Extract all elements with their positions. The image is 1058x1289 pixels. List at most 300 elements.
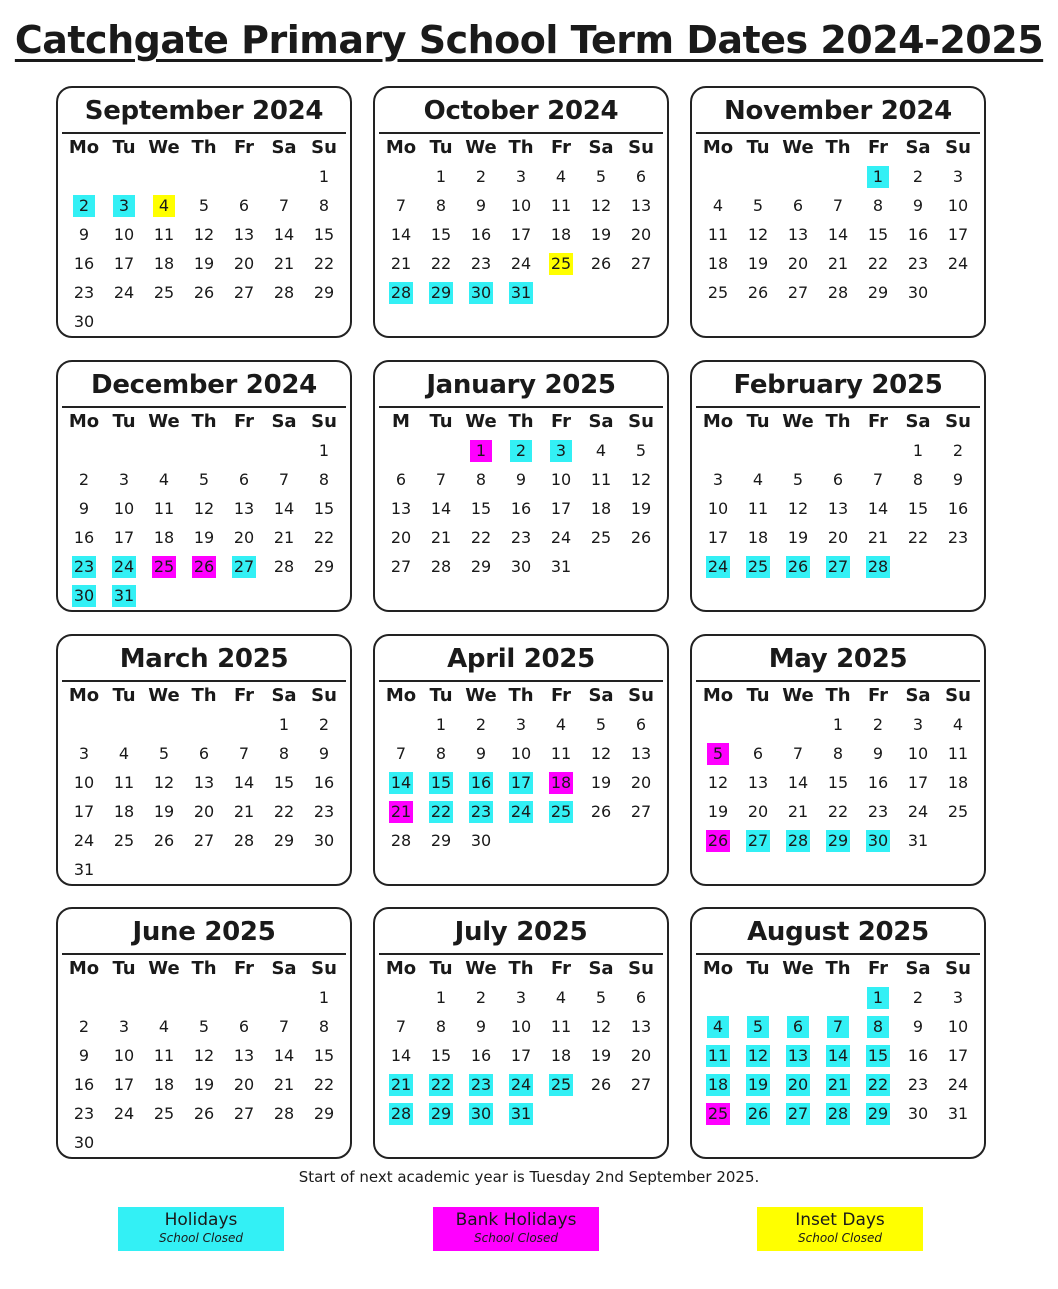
weekday-header xyxy=(375,682,667,710)
day-cell: 8 xyxy=(318,1017,330,1036)
weekday-label: Fr xyxy=(233,958,255,979)
day-cell: 25 xyxy=(153,1104,175,1123)
day-cell: 22 xyxy=(430,1075,452,1094)
day-cell: 9 xyxy=(952,470,964,489)
day-cell: 28 xyxy=(273,1104,295,1123)
day-cell: 11 xyxy=(747,499,769,518)
weekday-label: Sa xyxy=(588,958,614,979)
day-cell: 13 xyxy=(630,1017,652,1036)
day-cell: 2 xyxy=(78,1017,90,1036)
day-cell: 7 xyxy=(395,1017,407,1036)
day-cell: 25 xyxy=(747,557,769,576)
day-cell: 15 xyxy=(430,1046,452,1065)
weekday-label: Th xyxy=(191,411,217,432)
weekday-label: We xyxy=(148,685,180,706)
day-cell: 28 xyxy=(827,1104,849,1123)
month-name: June 2025 xyxy=(62,909,346,955)
weekday-label: Fr xyxy=(867,958,889,979)
empty-cell xyxy=(144,162,184,191)
weekday-label: Th xyxy=(191,685,217,706)
day-cell: 22 xyxy=(430,802,452,821)
day-cell: 11 xyxy=(113,773,135,792)
weekday-label: Sa xyxy=(905,411,931,432)
day-cell: 26 xyxy=(630,528,652,547)
weekday-label: Th xyxy=(191,137,217,158)
day-cell: 6 xyxy=(635,715,647,734)
day-cell: 12 xyxy=(630,470,652,489)
day-cell: 13 xyxy=(747,773,769,792)
day-cell: 6 xyxy=(792,196,804,215)
weekday-label: Fr xyxy=(867,137,889,158)
month-name: April 2025 xyxy=(379,636,663,682)
day-cell: 12 xyxy=(153,773,175,792)
month-name: October 2024 xyxy=(379,88,663,134)
legend-bank-holidays xyxy=(433,1207,599,1251)
day-cell: 5 xyxy=(738,1012,778,1041)
day-cell: 24 xyxy=(907,802,929,821)
day-cell: 3 xyxy=(952,988,964,1007)
day-cell: 15 xyxy=(470,499,492,518)
weekday-label: We xyxy=(465,137,497,158)
day-cell: 31 xyxy=(550,557,572,576)
day-cell: 12 xyxy=(193,1046,215,1065)
day-cell: 13 xyxy=(193,773,215,792)
day-cell: 6 xyxy=(198,744,210,763)
weekday-label: Fr xyxy=(550,958,572,979)
day-cell: 22 xyxy=(313,528,335,547)
day-cell: 7 xyxy=(395,196,407,215)
day-cell: 17 xyxy=(510,773,532,792)
day-cell: 29 xyxy=(867,283,889,302)
weekday-label: We xyxy=(465,685,497,706)
day-cell: 19 xyxy=(193,1075,215,1094)
day-cell: 15 xyxy=(430,225,452,244)
day-cell: 19 xyxy=(590,225,612,244)
day-cell: 31 xyxy=(113,586,135,605)
empty-cell xyxy=(184,162,224,191)
weekday-label: Fr xyxy=(233,411,255,432)
weekday-label: Tu xyxy=(746,411,770,432)
day-cell: 26 xyxy=(153,831,175,850)
day-cell: 3 xyxy=(515,715,527,734)
day-cell: 6 xyxy=(832,470,844,489)
empty-cell xyxy=(778,436,818,465)
day-cell: 30 xyxy=(867,831,889,850)
day-cell: 1 xyxy=(435,988,447,1007)
day-cell: 28 xyxy=(273,557,295,576)
day-cell: 25 xyxy=(550,1075,572,1094)
day-cell: 9 xyxy=(475,196,487,215)
empty-cell xyxy=(381,710,421,739)
day-cell: 27 xyxy=(233,557,255,576)
day-cells xyxy=(58,436,350,610)
month-july-2025 xyxy=(373,907,669,1159)
day-cell: 9 xyxy=(872,744,884,763)
day-cell: 18 xyxy=(590,499,612,518)
day-cell: 8 xyxy=(318,470,330,489)
day-cell: 21 xyxy=(827,254,849,273)
day-cell: 24 xyxy=(510,1075,532,1094)
weekday-label: Su xyxy=(945,958,971,979)
weekday-label: Su xyxy=(311,958,337,979)
day-cell: 13 xyxy=(233,225,255,244)
empty-cell xyxy=(778,710,818,739)
day-cell: 29 xyxy=(313,557,335,576)
day-cell: 7 xyxy=(238,744,250,763)
day-cell: 15 xyxy=(907,499,929,518)
day-cell: 27 xyxy=(630,1075,652,1094)
weekday-label: We xyxy=(782,958,814,979)
day-cell: 2 xyxy=(501,436,541,465)
day-cell: 18 xyxy=(707,254,729,273)
day-cell: 21 xyxy=(273,254,295,273)
empty-cell xyxy=(738,710,778,739)
day-cell: 8 xyxy=(435,196,447,215)
day-cell: 19 xyxy=(590,1046,612,1065)
day-cell: 25 xyxy=(113,831,135,850)
weekday-label: Fr xyxy=(867,411,889,432)
day-cell: 29 xyxy=(313,283,335,302)
empty-cell xyxy=(738,983,778,1012)
empty-cell xyxy=(381,983,421,1012)
day-cell: 7 xyxy=(818,1012,858,1041)
empty-cell xyxy=(224,710,264,739)
day-cell: 1 xyxy=(858,983,898,1012)
month-name: December 2024 xyxy=(62,362,346,408)
day-cells xyxy=(375,710,667,855)
day-cell: 8 xyxy=(435,744,447,763)
day-cell: 26 xyxy=(193,283,215,302)
weekday-header xyxy=(375,134,667,162)
day-cell: 23 xyxy=(313,802,335,821)
day-cell: 26 xyxy=(707,831,729,850)
day-cell: 25 xyxy=(707,1104,729,1123)
day-cell: 3 xyxy=(78,744,90,763)
day-cell: 4 xyxy=(712,196,724,215)
day-cell: 30 xyxy=(907,1104,929,1123)
day-cell: 30 xyxy=(510,557,532,576)
day-cell: 3 xyxy=(912,715,924,734)
day-cells xyxy=(58,983,350,1157)
day-cells xyxy=(692,436,984,581)
day-cell: 15 xyxy=(313,499,335,518)
day-cell: 17 xyxy=(947,225,969,244)
day-cell: 13 xyxy=(233,499,255,518)
day-cell: 14 xyxy=(430,499,452,518)
empty-cell xyxy=(184,710,224,739)
day-cell: 23 xyxy=(470,1075,492,1094)
weekday-label: Mo xyxy=(385,685,417,706)
day-cell: 31 xyxy=(947,1104,969,1123)
day-cell: 8 xyxy=(318,196,330,215)
weekday-label: We xyxy=(148,137,180,158)
day-cell: 18 xyxy=(153,254,175,273)
weekday-label: We xyxy=(465,958,497,979)
day-cell: 19 xyxy=(630,499,652,518)
day-cell: 26 xyxy=(193,557,215,576)
day-cell: 1 xyxy=(318,988,330,1007)
empty-cell xyxy=(264,983,304,1012)
weekday-label: Th xyxy=(825,137,851,158)
day-cell: 16 xyxy=(867,773,889,792)
day-cell: 22 xyxy=(313,254,335,273)
weekday-label: We xyxy=(782,137,814,158)
day-cell: 17 xyxy=(73,802,95,821)
day-cell: 7 xyxy=(435,470,447,489)
day-cell: 10 xyxy=(510,744,532,763)
day-cell: 23 xyxy=(470,254,492,273)
day-cell: 14 xyxy=(390,1046,412,1065)
day-cell: 19 xyxy=(747,1075,769,1094)
day-cell: 3 xyxy=(515,167,527,186)
day-cell: 7 xyxy=(278,1017,290,1036)
day-cell: 12 xyxy=(787,499,809,518)
day-cell: 26 xyxy=(590,254,612,273)
empty-cell xyxy=(858,436,898,465)
day-cell: 22 xyxy=(313,1075,335,1094)
day-cell: 20 xyxy=(630,773,652,792)
day-cell: 11 xyxy=(550,744,572,763)
legend-holidays xyxy=(118,1207,284,1251)
day-cell: 12 xyxy=(707,773,729,792)
day-cell: 15 xyxy=(313,225,335,244)
day-cell: 29 xyxy=(867,1104,889,1123)
day-cell: 4 xyxy=(555,715,567,734)
weekday-label: Su xyxy=(628,137,654,158)
day-cell: 21 xyxy=(430,528,452,547)
day-cell: 9 xyxy=(475,744,487,763)
day-cell: 24 xyxy=(113,1104,135,1123)
month-may-2025 xyxy=(690,634,986,886)
day-cell: 16 xyxy=(907,1046,929,1065)
empty-cell xyxy=(64,436,104,465)
weekday-label: Sa xyxy=(905,685,931,706)
weekday-label: We xyxy=(782,685,814,706)
day-cell: 1 xyxy=(832,715,844,734)
month-march-2025 xyxy=(56,634,352,886)
day-cell: 4 xyxy=(555,988,567,1007)
day-cell: 2 xyxy=(475,988,487,1007)
weekday-label: Tu xyxy=(112,411,136,432)
weekday-label: Tu xyxy=(112,137,136,158)
day-cell: 4 xyxy=(752,470,764,489)
legend-inset-days-label: Inset Days xyxy=(795,1210,885,1230)
day-cell: 18 xyxy=(550,1046,572,1065)
day-cell: 30 xyxy=(470,831,492,850)
day-cell: 11 xyxy=(707,1046,729,1065)
day-cell: 19 xyxy=(707,802,729,821)
day-cell: 26 xyxy=(747,1104,769,1123)
weekday-header xyxy=(692,134,984,162)
day-cell: 12 xyxy=(193,225,215,244)
day-cell: 23 xyxy=(470,802,492,821)
day-cell: 23 xyxy=(510,528,532,547)
empty-cell xyxy=(224,162,264,191)
empty-cell xyxy=(698,983,738,1012)
weekday-label: Tu xyxy=(429,685,453,706)
day-cell: 15 xyxy=(867,1046,889,1065)
day-cell: 17 xyxy=(947,1046,969,1065)
day-cell: 27 xyxy=(787,1104,809,1123)
day-cell: 6 xyxy=(778,1012,818,1041)
empty-cell xyxy=(64,983,104,1012)
day-cell: 9 xyxy=(912,1017,924,1036)
day-cell: 26 xyxy=(747,283,769,302)
day-cell: 27 xyxy=(233,1104,255,1123)
month-december-2024 xyxy=(56,360,352,612)
day-cell: 21 xyxy=(390,254,412,273)
day-cell: 18 xyxy=(550,225,572,244)
day-cell: 18 xyxy=(707,1075,729,1094)
day-cells xyxy=(375,983,667,1128)
weekday-label: Sa xyxy=(588,685,614,706)
day-cell: 18 xyxy=(550,773,572,792)
day-cell: 6 xyxy=(238,470,250,489)
day-cell: 11 xyxy=(153,1046,175,1065)
day-cell: 20 xyxy=(233,254,255,273)
weekday-label: Tu xyxy=(746,958,770,979)
day-cell: 20 xyxy=(233,528,255,547)
day-cell: 10 xyxy=(947,196,969,215)
empty-cell xyxy=(698,436,738,465)
weekday-label: Th xyxy=(508,411,534,432)
weekday-label: Mo xyxy=(68,958,100,979)
day-cell: 24 xyxy=(707,557,729,576)
weekday-label: Sa xyxy=(588,411,614,432)
day-cell: 18 xyxy=(153,1075,175,1094)
day-cell: 28 xyxy=(390,831,412,850)
day-cell: 2 xyxy=(912,167,924,186)
day-cell: 10 xyxy=(113,225,135,244)
day-cell: 21 xyxy=(390,802,412,821)
day-cell: 4 xyxy=(595,441,607,460)
day-cell: 22 xyxy=(273,802,295,821)
day-cell: 19 xyxy=(787,528,809,547)
month-name: February 2025 xyxy=(696,362,980,408)
day-cell: 11 xyxy=(153,225,175,244)
weekday-label: Mo xyxy=(68,137,100,158)
weekday-header xyxy=(692,682,984,710)
weekday-label: Mo xyxy=(702,137,734,158)
day-cell: 14 xyxy=(273,499,295,518)
day-cell: 11 xyxy=(947,744,969,763)
day-cell: 13 xyxy=(787,225,809,244)
day-cell: 3 xyxy=(104,191,144,220)
day-cell: 27 xyxy=(747,831,769,850)
day-cell: 17 xyxy=(907,773,929,792)
day-cell: 26 xyxy=(193,1104,215,1123)
day-cell: 24 xyxy=(113,283,135,302)
day-cell: 10 xyxy=(550,470,572,489)
weekday-header xyxy=(58,408,350,436)
weekday-label: Mo xyxy=(68,685,100,706)
day-cell: 16 xyxy=(470,225,492,244)
empty-cell xyxy=(778,162,818,191)
weekday-header xyxy=(58,134,350,162)
day-cell: 20 xyxy=(390,528,412,547)
day-cell: 27 xyxy=(390,557,412,576)
day-cells xyxy=(58,710,350,884)
weekday-label: Su xyxy=(945,411,971,432)
day-cell: 23 xyxy=(867,802,889,821)
weekday-header xyxy=(58,955,350,983)
weekday-label: Su xyxy=(311,137,337,158)
day-cell: 16 xyxy=(73,528,95,547)
weekday-label: We xyxy=(465,411,497,432)
day-cell: 25 xyxy=(550,254,572,273)
day-cell: 5 xyxy=(198,470,210,489)
day-cell: 3 xyxy=(118,1017,130,1036)
day-cell: 31 xyxy=(907,831,929,850)
day-cell: 23 xyxy=(73,283,95,302)
day-cell: 21 xyxy=(827,1075,849,1094)
empty-cell xyxy=(778,983,818,1012)
legend-bank-holidays-sub: School Closed xyxy=(474,1231,558,1245)
day-cell: 12 xyxy=(590,196,612,215)
day-cell: 30 xyxy=(73,312,95,331)
day-cell: 20 xyxy=(747,802,769,821)
day-cell: 20 xyxy=(827,528,849,547)
day-cell: 28 xyxy=(390,1104,412,1123)
weekday-label: Fr xyxy=(550,685,572,706)
day-cell: 27 xyxy=(827,557,849,576)
weekday-label: Mo xyxy=(702,685,734,706)
day-cell: 15 xyxy=(430,773,452,792)
day-cell: 16 xyxy=(313,773,335,792)
day-cell: 9 xyxy=(78,499,90,518)
weekday-label: Th xyxy=(825,411,851,432)
month-october-2024 xyxy=(373,86,669,338)
weekday-header xyxy=(692,955,984,983)
legend-inset-days-sub: School Closed xyxy=(798,1231,882,1245)
day-cell: 15 xyxy=(827,773,849,792)
day-cell: 2 xyxy=(872,715,884,734)
day-cell: 4 xyxy=(952,715,964,734)
day-cell: 9 xyxy=(515,470,527,489)
weekday-label: Tu xyxy=(429,411,453,432)
day-cell: 23 xyxy=(947,528,969,547)
empty-cell xyxy=(381,436,421,465)
day-cell: 17 xyxy=(550,499,572,518)
day-cell: 13 xyxy=(787,1046,809,1065)
weekday-label: Sa xyxy=(905,958,931,979)
empty-cell xyxy=(184,436,224,465)
weekday-label: M xyxy=(392,411,410,432)
empty-cell xyxy=(144,436,184,465)
day-cell: 3 xyxy=(712,470,724,489)
day-cell: 22 xyxy=(867,254,889,273)
footnote: Start of next academic year is Tuesday 2nd September 2025. xyxy=(298,1168,760,1186)
day-cell: 2 xyxy=(475,715,487,734)
empty-cell xyxy=(738,162,778,191)
day-cell: 20 xyxy=(787,1075,809,1094)
day-cell: 1 xyxy=(912,441,924,460)
day-cell: 5 xyxy=(595,715,607,734)
day-cell: 15 xyxy=(867,225,889,244)
day-cell: 18 xyxy=(947,773,969,792)
day-cell: 14 xyxy=(787,773,809,792)
empty-cell xyxy=(381,162,421,191)
day-cell: 7 xyxy=(278,470,290,489)
weekday-label: We xyxy=(148,958,180,979)
weekday-label: Su xyxy=(311,685,337,706)
month-june-2025 xyxy=(56,907,352,1159)
day-cell: 1 xyxy=(461,436,501,465)
month-august-2025 xyxy=(690,907,986,1159)
day-cell: 28 xyxy=(233,831,255,850)
day-cell: 21 xyxy=(273,1075,295,1094)
day-cell: 10 xyxy=(907,744,929,763)
